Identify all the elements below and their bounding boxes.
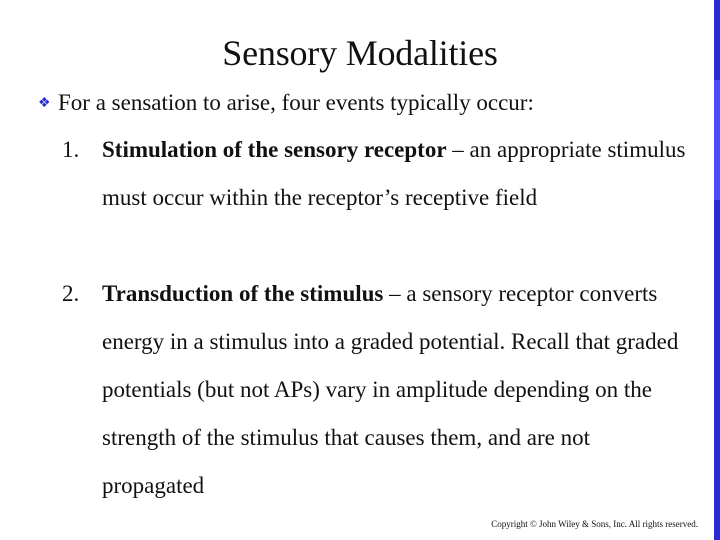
intro-text: For a sensation to arise, four events typically occur: bbox=[58, 90, 534, 115]
list-item-number: 2. bbox=[62, 281, 80, 306]
intro-bullet bbox=[38, 88, 534, 119]
list-item-description: an appropriate stimulus must occur within the receptor’s receptive field bbox=[102, 137, 686, 210]
copyright-notice: Copyright © John Wiley & Sons, Inc. All rights reserved. bbox=[491, 519, 698, 529]
list-item-text bbox=[102, 270, 692, 510]
list-item-number: 1. bbox=[62, 137, 80, 162]
list-item-separator: – bbox=[383, 281, 407, 306]
list-item-term: Transduction of the stimulus bbox=[102, 281, 384, 306]
slide-right-edge-accent bbox=[714, 80, 720, 200]
list-item-1 bbox=[62, 126, 692, 222]
slide-title: Sensory Modalities bbox=[222, 33, 498, 73]
diamond-bullet-icon: ❖ bbox=[38, 96, 51, 111]
list-item-2 bbox=[62, 270, 692, 510]
list-item-term: Stimulation of the sensory receptor bbox=[102, 137, 447, 162]
list-item-separator: – bbox=[446, 137, 470, 162]
list-item-text bbox=[102, 126, 692, 222]
list-item-description: a sensory receptor converts energy in a stimulus into a graded potential. Recall that graded potentials (but not APs) vary in amplitude depending on the strength of the stimulus that causes them, and are not propagated bbox=[102, 281, 679, 498]
